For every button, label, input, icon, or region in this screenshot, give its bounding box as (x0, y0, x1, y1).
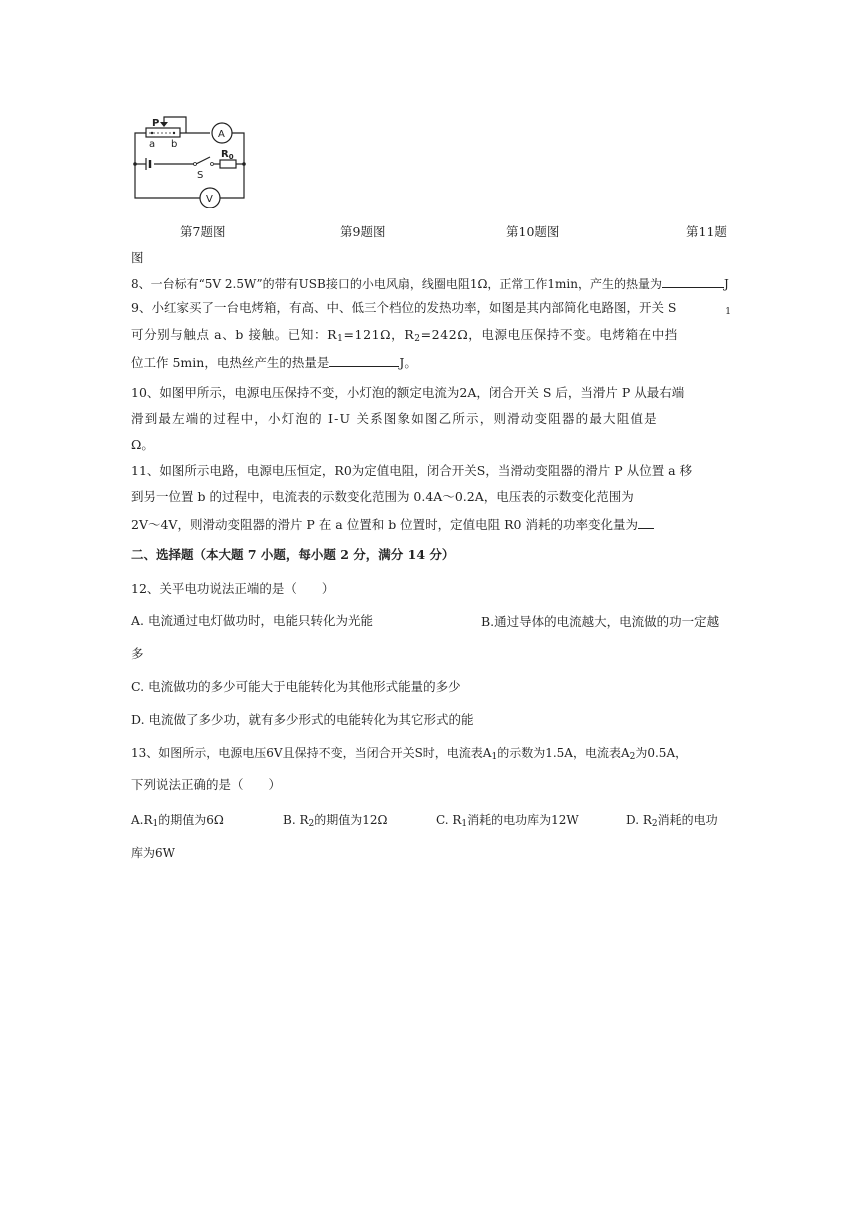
answer-blank-q9 (329, 353, 399, 367)
question-11-line2: 到另一位置 b 的过程中，电流表的示数变化范围为 0.4A～0.2A，电压表的示数变化范围为 (131, 489, 634, 504)
caption-fig11-cont: 图 (131, 250, 144, 265)
question-12-stem: 12、关平电功说法正端的是（ ） (131, 581, 335, 596)
question-9-line2: 可分别与触点 a、b 接触。已知：$R_1=121\Omega$，$R_2=242\Omega$，电源电压保持不变。电烤箱在中挡 (131, 327, 678, 344)
circuit-diagram (128, 112, 252, 208)
caption-fig11: 第11题 (686, 224, 727, 239)
question-12-option-b-cont: 多 (131, 646, 144, 661)
label-r0: $R_0$ (221, 149, 234, 161)
question-10-line1: 10、如图甲所示，电源电压保持不变，小灯泡的额定电流为2A，闭合开关 S 后，当滑片 P 从最右端 (131, 385, 685, 400)
answer-blank-q8 (662, 274, 724, 288)
label-a: a (149, 139, 156, 150)
question-12-option-c: C. 电流做功的多少可能大于电能转化为其他形式能量的多少 (131, 679, 461, 694)
question-13-option-d: D. $R_2$消耗的电功 (626, 813, 718, 829)
question-12-option-b: B.通过导体的电流越大，电流做的功一定越 (481, 614, 720, 629)
slider-arrow (160, 122, 168, 127)
question-13-line2: 下列说法正确的是（ ） (131, 777, 282, 792)
caption-fig10: 第10题图 (506, 224, 560, 239)
question-13-option-d-cont: 库为6W (131, 846, 175, 860)
label-ammeter: A (218, 129, 225, 140)
question-13-option-b: B. $R_2$的期值为12Ω (283, 813, 388, 829)
question-10-line3: Ω。 (131, 437, 154, 452)
question-13-option-a: $A.R_1$的期值为6Ω (131, 813, 224, 829)
caption-fig7: 第7题图 (180, 224, 226, 239)
label-b: b (171, 139, 178, 150)
question-13-option-c: C. $R_1$消耗的电功库为12W (436, 813, 579, 829)
question-9-line1: 9、小红家买了一台电烤箱，有高、中、低三个档位的发热功率，如图是其内部简化电路图，开关 S $_1$ (131, 300, 731, 317)
caption-fig9: 第9题图 (340, 224, 386, 239)
label-p: P (152, 118, 160, 129)
label-voltmeter: V (206, 194, 213, 205)
question-9-line3: 位工作 5min，电热丝产生的热量是 J。 (131, 355, 417, 370)
question-10-line2: 滑到最左端的过程中，小灯泡的 I-U 关系图象如图乙所示，则滑动变阻器的最大阻值是 (131, 411, 658, 426)
question-11-line3: 2V～4V，则滑动变阻器的滑片 P 在 a 位置和 b 位置时，定值电阻 R0 消耗的功率变化量为 (131, 515, 731, 534)
resistor-r0 (220, 160, 236, 168)
question-8: 8、一台标有“5V 2.5W”的带有USB接口的小电风扇，线圈电阻1Ω，正常工作1min，产生的热量为 J (131, 274, 731, 293)
question-11-line1: 11、如图所示电路，电源电压恒定，R0为定值电阻，闭合开关S，当滑动变阻器的滑片 P 从位置 a 移 (131, 463, 693, 478)
question-12-option-d: D. 电流做了多少功，就有多少形式的电能转化为其它形式的能 (131, 712, 474, 727)
question-13-line1: 13、如图所示，电源电压6V且保持不变，当闭合开关S时，电流表$A_1$的示数为1.5A，电流表$A_2$为0.5A， (131, 746, 688, 762)
label-switch: S (197, 170, 204, 181)
question-12-option-a: A. 电流通过电灯做功时，电能只转化为光能 (131, 613, 373, 628)
answer-blank-q11 (638, 515, 654, 529)
section-2-heading: 二、选择题（本大题 7 小题，每小题 2 分，满分 14 分） (131, 547, 455, 562)
